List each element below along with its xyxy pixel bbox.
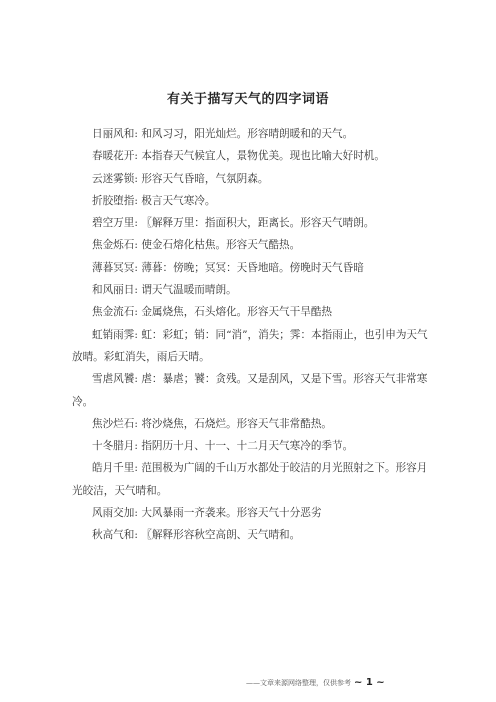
- entry-term: 日丽风和:: [92, 128, 138, 140]
- entry-definition: 〖解释万里：指面积大，距离长。形容天气晴朗。: [141, 217, 375, 230]
- list-item: [72, 123, 428, 145]
- list-item: [72, 435, 428, 457]
- list-item: [72, 457, 428, 502]
- entry-definition: 极言天气寒冷。: [141, 194, 216, 207]
- page-footer: [246, 677, 385, 688]
- entry-definition: 虹：彩虹；销：同“消”，消失；霁：本指雨止，也引申为天气放晴。彩虹消失，雨后天晴。: [72, 328, 428, 363]
- page-number: ~ 1 ~: [354, 677, 385, 688]
- entry-definition: 指阴历十月、十一、十二月天气寒冷的季节。: [141, 440, 354, 453]
- list-item: [72, 279, 428, 301]
- list-item: [72, 168, 428, 190]
- list-item: [72, 301, 428, 323]
- entry-term: 十冬腊月:: [92, 440, 138, 453]
- entry-definition: 大风暴雨一齐袭来。形容天气十分恶劣: [141, 507, 322, 520]
- entry-term: 虹销雨霁:: [92, 328, 138, 341]
- entry-term: 风雨交加:: [92, 507, 138, 520]
- entry-term: 皓月千里:: [92, 462, 138, 475]
- entry-definition: 本指春天气候宜人，景物优美。现也比喻大好时机。: [141, 150, 385, 163]
- entry-definition: 金属烧焦，石头熔化。形容天气干旱酷热: [141, 306, 333, 319]
- entry-definition: 虐：暴虐；饕：贪残。又是刮风，又是下雪。形容天气非常寒冷。: [72, 373, 428, 408]
- entry-definition: 和风习习，阳光灿烂。形容晴朗暖和的天气。: [141, 128, 354, 140]
- entry-term: 春暖花开:: [92, 150, 138, 163]
- entry-term: 碧空万里:: [92, 217, 138, 230]
- entry-term: 和风丽日:: [92, 284, 138, 297]
- entry-list: [72, 123, 428, 547]
- entry-definition: 〖解释形容秋空高朗、天气晴和。: [141, 529, 301, 542]
- entry-definition: 谓天气温暖而晴朗。: [141, 284, 237, 297]
- document-title: 有关于描写天气的四字词语: [166, 92, 329, 107]
- entry-term: 焦沙烂石:: [92, 417, 138, 430]
- footer-note: ——文章来源网络整理，仅供参考: [246, 679, 351, 687]
- list-item: [72, 212, 428, 234]
- list-item: [72, 502, 428, 524]
- list-item: [72, 145, 428, 167]
- entry-term: 折胶堕指:: [92, 194, 138, 207]
- list-item: [72, 324, 428, 369]
- list-item: [72, 190, 428, 212]
- entry-term: 秋高气和:: [92, 529, 138, 542]
- entry-term: 焦金流石:: [92, 306, 138, 319]
- entry-definition: 范围极为广阔的千山万水都处于皎洁的月光照射之下。形容月光皎洁，天气晴和。: [72, 462, 428, 497]
- entry-term: 薄暮冥冥:: [92, 261, 138, 274]
- entry-term: 雪虐风饕:: [92, 373, 138, 386]
- entry-definition: 薄暮：傍晚；冥冥：天昏地暗。傍晚时天气昏暗: [141, 261, 364, 274]
- entry-term: 焦金烁石:: [92, 239, 138, 252]
- list-item: [72, 234, 428, 256]
- list-item: [72, 257, 428, 279]
- entry-definition: 将沙烧焦，石烧烂。形容天气非常酷热。: [141, 417, 333, 430]
- entry-definition: 使金石熔化枯焦。形容天气酷热。: [141, 239, 301, 252]
- list-item: [72, 413, 428, 435]
- list-item: [72, 524, 428, 546]
- entry-definition: 形容天气昏暗，气氛阴森。: [141, 172, 269, 185]
- list-item: [72, 368, 428, 413]
- entry-term: 云迷雾锁:: [92, 172, 138, 185]
